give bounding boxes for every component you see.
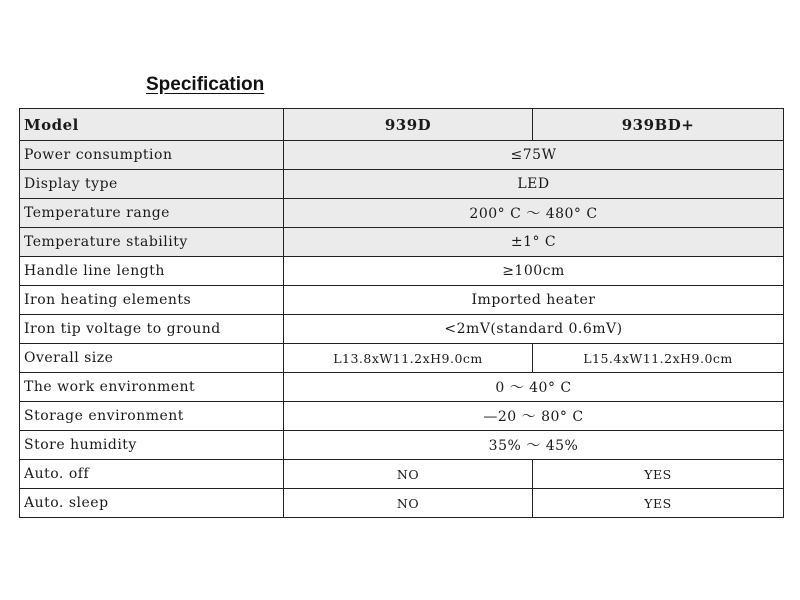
header-model-939d: 939D [284, 109, 533, 141]
row-value: —20 ～ 80° C [284, 402, 784, 431]
row-label: Display type [20, 170, 284, 199]
row-label: Power consumption [20, 141, 284, 170]
row-label: Auto. off [20, 460, 284, 489]
row-label: Iron tip voltage to ground [20, 315, 284, 344]
page-title: Specification [146, 74, 265, 95]
header-model-939bd-plus: 939BD+ [533, 109, 784, 141]
row-label: Overall size [20, 344, 284, 373]
row-value: 35% ～ 45% [284, 431, 784, 460]
row-value: 200° C ～ 480° C [284, 199, 784, 228]
row-value-939d: NO [284, 460, 533, 489]
row-label: Storage environment [20, 402, 284, 431]
table-row [20, 141, 784, 170]
header-label: Model [20, 109, 284, 141]
row-label: Temperature stability [20, 228, 284, 257]
row-value: ≤75W [284, 141, 784, 170]
row-value-939bd-plus: YES [533, 489, 784, 518]
table-row [20, 431, 784, 460]
table-row [20, 257, 784, 286]
table-row [20, 373, 784, 402]
specification-table [19, 108, 784, 518]
row-value-939bd-plus: YES [533, 460, 784, 489]
table-row [20, 344, 784, 373]
row-value-939bd-plus: L15.4xW11.2xH9.0cm [533, 344, 784, 373]
table-row [20, 228, 784, 257]
row-value: LED [284, 170, 784, 199]
row-value-939d: NO [284, 489, 533, 518]
row-value: ≥100cm [284, 257, 784, 286]
table-row [20, 286, 784, 315]
table-row [20, 460, 784, 489]
row-label: Temperature range [20, 199, 284, 228]
table-row [20, 402, 784, 431]
row-label: Iron heating elements [20, 286, 284, 315]
row-value-939d: L13.8xW11.2xH9.0cm [284, 344, 533, 373]
row-label: The work environment [20, 373, 284, 402]
row-label: Store humidity [20, 431, 284, 460]
table-row [20, 489, 784, 518]
row-value: Imported heater [284, 286, 784, 315]
table-row [20, 170, 784, 199]
table-header-row [20, 109, 784, 141]
table-row [20, 315, 784, 344]
row-value: <2mV(standard 0.6mV) [284, 315, 784, 344]
row-value: 0 ～ 40° C [284, 373, 784, 402]
row-value: ±1° C [284, 228, 784, 257]
row-label: Handle line length [20, 257, 284, 286]
table-row [20, 199, 784, 228]
row-label: Auto. sleep [20, 489, 284, 518]
